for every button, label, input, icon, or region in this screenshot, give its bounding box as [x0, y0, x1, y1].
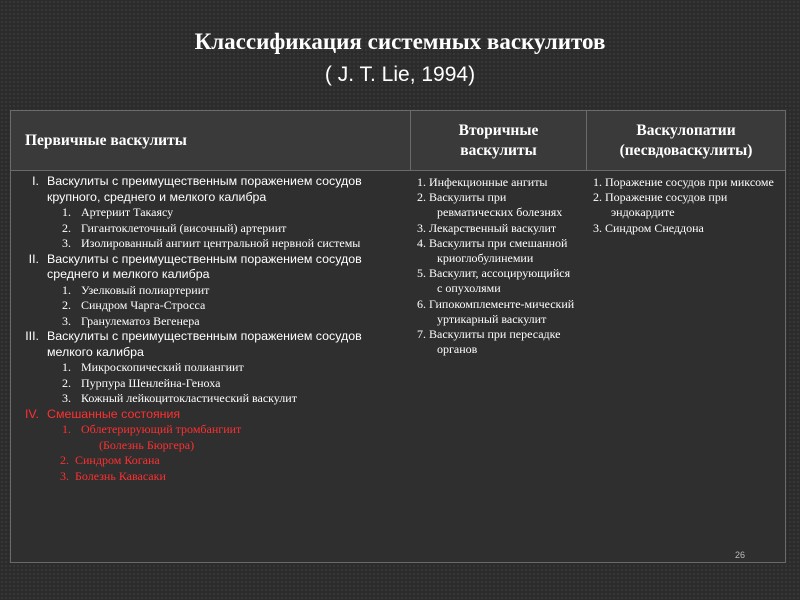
header-primary: Первичные васкулиты — [25, 131, 187, 149]
list-item: 3. Гранулематоз Вегенера — [62, 313, 200, 328]
list-item: 1. Микроскопический полиангиит — [62, 360, 244, 374]
roman-numeral: II. — [28, 251, 39, 266]
primary-section — [11, 329, 409, 360]
list-item: 3. Кожный лейкоцитокластический васкулит — [62, 391, 297, 405]
slide-subtitle: ( J. T. Lie, 1994) — [324, 63, 476, 86]
roman-numeral: IV. — [24, 406, 39, 421]
section-text: Васкулиты с преимущественным поражением сосудов крупного, среднего и мелкого калибра — [47, 174, 362, 204]
section-text: Смешанные состояния — [47, 406, 181, 421]
vasculopathy-item: 1. Поражение сосудов при миксоме — [593, 175, 774, 189]
list-item: 2. Гигантоклеточный (височный) артериит — [62, 220, 287, 235]
roman-numeral: I. — [32, 174, 39, 188]
list-item: 2. Синдром Когана — [60, 453, 160, 467]
list-item: 3. Изолированный ангиит центральной нервной системы — [62, 236, 361, 250]
header-vasculopathies: Васкулопатии (песвдоваскулиты) — [619, 121, 753, 159]
roman-numeral: III. — [25, 329, 39, 343]
list-item: 2. Синдром Чарга-Стросса — [62, 298, 206, 312]
page-number: 26 — [735, 550, 746, 560]
section-text: Васкулиты с преимущественным поражением сосудов мелкого калибра — [47, 329, 362, 359]
primary-section-highlighted — [11, 407, 409, 423]
list-item: 2. Пурпура Шенлейна-Геноха — [62, 375, 221, 390]
primary-vasculitis-column — [11, 171, 409, 562]
table-header-row — [11, 111, 785, 171]
vasculopathy-item: 2. Поражение сосудов при эндокардите — [593, 190, 728, 220]
vasculopathy-item: 3. Синдром Снеддона — [593, 220, 704, 235]
secondary-item: 6. Гипокомплементе-мический уртикарный васкулит — [417, 296, 575, 326]
list-item: 1. Узелковый полиартериит — [62, 282, 210, 297]
list-item: (Болезнь Бюргера) — [99, 437, 195, 452]
secondary-item: 7. Васкулиты при пересадке органов — [417, 327, 561, 357]
secondary-item: 1. Инфекционные ангиты — [417, 175, 548, 189]
list-item: 3. Болезнь Кавасаки — [60, 468, 166, 483]
primary-section — [11, 252, 409, 283]
primary-section — [11, 174, 409, 205]
secondary-item: 3. Лекарственный васкулит — [417, 220, 557, 235]
secondary-item: 5. Васкулит, ассоцирующийся с опухолями — [417, 266, 571, 296]
section-text: Васкулиты с преимущественным поражением сосудов среднего и мелкого калибра — [47, 251, 362, 281]
header-secondary: Вторичные васкулиты — [458, 121, 539, 159]
classification-table — [10, 110, 786, 563]
list-item: 1. Артериит Такаясу — [62, 205, 174, 219]
slide-title: Классификация системных васкулитов — [194, 29, 606, 54]
table-body — [11, 171, 785, 562]
list-item: 1. Облетерирующий тромбангиит — [62, 422, 242, 436]
vasculopathies-column — [587, 171, 783, 562]
secondary-vasculitis-column — [411, 171, 585, 562]
secondary-item: 4. Васкулиты при смешанной криоглобулинемии — [417, 235, 568, 266]
secondary-item: 2. Васкулиты при ревматических болезнях — [417, 190, 563, 220]
